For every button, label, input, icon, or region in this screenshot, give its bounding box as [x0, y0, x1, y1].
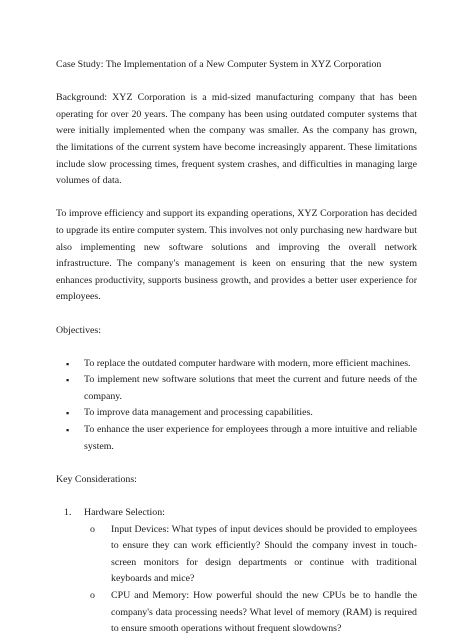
objective-text: To replace the outdated computer hardware with modern, more efficient machines.: [84, 357, 411, 369]
bullet-icon: ▪: [66, 408, 70, 419]
list-item: [84, 588, 417, 638]
bullet-icon: ▪: [66, 375, 70, 386]
background-paragraph: Background: XYZ Corporation is a mid-sized manufacturing company that has been operating for over 20 years. The company has been using outdated computer systems that were initially implemented when the company was smaller. As the company has grown, the limitations of the current system have become increasingly apparent. These limitations include slow processing times, frequent system crashes, and difficulties in managing large volumes of data.: [56, 92, 417, 187]
considerations-list: [56, 505, 417, 638]
bullet-icon: ▪: [66, 425, 70, 436]
circle-bullet-icon: o: [90, 523, 95, 535]
list-item: [56, 505, 417, 638]
improvement-paragraph: To improve efficiency and support its expanding operations, XYZ Corporation has decided to upgrade its entire computer system. This involves not only purchasing new hardware but also implementing new software solutions and improving the overall network infrastructure. The company's management is keen on ensuring that the new system enhances productivity, supports business growth, and provides a better user experience for employees.: [56, 208, 417, 303]
objectives-heading: Objectives:: [56, 324, 101, 336]
list-item: [56, 356, 417, 373]
objectives-list: [56, 356, 417, 456]
list-number: 1.: [64, 507, 72, 519]
case-study-title: Case Study: The Implementation of a New Computer System in XYZ Corporation: [56, 59, 382, 70]
bullet-icon: ▪: [66, 358, 70, 369]
sub-list: [84, 522, 417, 638]
consideration-label: Hardware Selection:: [84, 507, 165, 519]
sub-item-text: Input Devices: What types of input devices should be provided to employees to ensure they can work efficiently? Should the company invest in touch-screen monitors for design departments or continue with traditional keyboards and mice?: [111, 523, 417, 585]
list-item: [56, 372, 417, 405]
objective-text: To enhance the user experience for employees through a more intuitive and reliable system.: [84, 424, 417, 452]
objective-text: To improve data management and processing capabilities.: [84, 407, 313, 419]
list-item: [56, 405, 417, 422]
key-considerations-heading: Key Considerations:: [56, 473, 137, 485]
sub-item-text: CPU and Memory: How powerful should the new CPUs be to handle the company's data processing needs? What level of memory (RAM) is required to ensure smooth operations without frequent slowdowns?: [111, 590, 417, 635]
list-item: [84, 522, 417, 588]
circle-bullet-icon: o: [90, 590, 95, 601]
objective-text: To implement new software solutions that meet the current and future needs of the company.: [84, 374, 417, 402]
list-item: [56, 422, 417, 455]
